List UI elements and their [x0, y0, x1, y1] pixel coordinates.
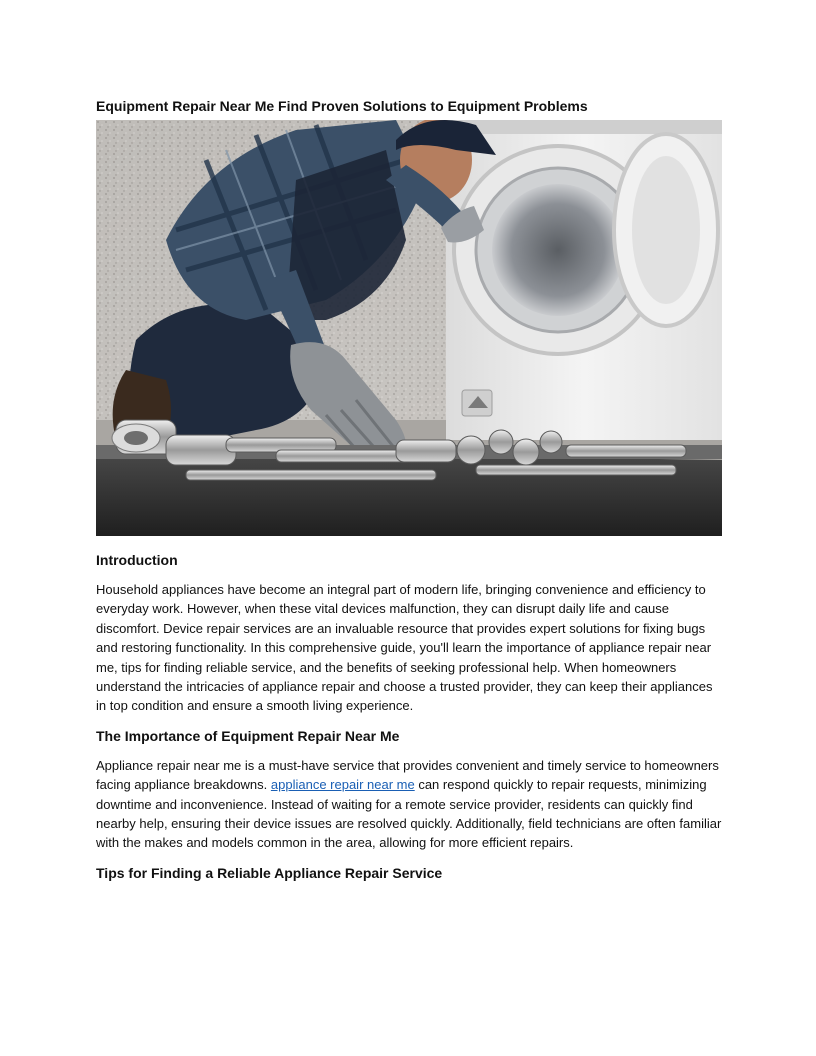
hero-image-illustration — [96, 120, 722, 536]
importance-text-after-link: can respond quickly to repair requests, minimizing downtime and inconvenience. Instead of waiting for a remote service provider, residents can quickly find nearby help, ensuring their device issues are resolved quickly. Additionally, field technicians are often familiar with the makes and models common in the area, allowing for more efficient repairs. — [96, 777, 722, 851]
section-heading-importance: The Importance of Equipment Repair Near Me — [96, 727, 400, 744]
appliance-repair-link[interactable]: appliance repair near me — [270, 777, 415, 793]
document-page — [96, 96, 722, 883]
section-body-importance — [96, 756, 722, 853]
section-heading-introduction: Introduction — [96, 552, 178, 568]
section-body-introduction: Household appliances have become an integral part of modern life, bringing convenience and efficiency to everyday work. However, when these vital devices malfunction, they can disrupt daily life and cause discomfort. Device repair services are an invaluable resource that provides expert solutions for fixing bugs and restoring functionality. In this comprehensive guide, you'll learn the importance of appliance repair near me, tips for finding reliable service, and the benefits of seeking professional help. When homeowners understand the intricacies of appliance repair and choose a trusted provider, they can keep their appliances in top condition and ensure a smooth living experience. — [96, 582, 713, 714]
document-title: Equipment Repair Near Me Find Proven Solutions to Equipment Problems — [96, 98, 588, 114]
hero-image — [96, 120, 722, 536]
importance-text-before-link: Appliance repair near me is a must-have service that provides convenient and timely service to homeowners facing appliance breakdowns. — [96, 757, 719, 793]
washing-machine — [446, 120, 722, 440]
section-heading-tips: Tips for Finding a Reliable Appliance Repair Service — [96, 864, 443, 881]
